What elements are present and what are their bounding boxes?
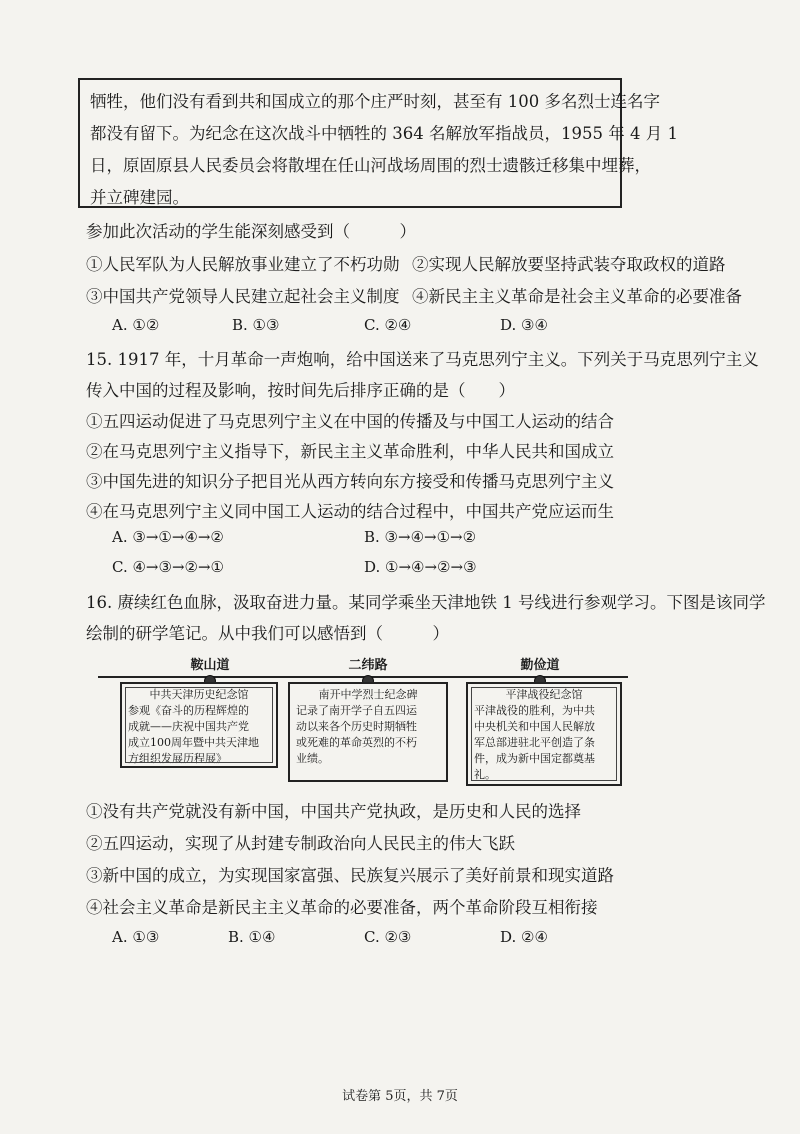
q16-option-d[interactable]: D. ②④ xyxy=(500,928,548,946)
note-line: 业绩。 xyxy=(296,752,329,765)
q15-statement-3: ③中国先进的知识分子把目光从西方转向东方接受和传播马克思列宁主义 xyxy=(86,472,614,491)
note-line: 礼。 xyxy=(474,768,496,781)
q16-option-b[interactable]: B. ①④ xyxy=(228,928,276,946)
q16-stem-line-2: 绘制的研学笔记。从中我们可以感悟到（ ） xyxy=(86,624,449,643)
q14-statement-1: ①人民军队为人民解放事业建立了不朽功勋 xyxy=(86,255,400,274)
note-card-nankai-monument xyxy=(288,682,448,782)
station-name: 鞍山道 xyxy=(190,658,230,673)
q16-statement-4: ④社会主义革命是新民主主义革命的必要准备，两个革命阶段互相衔接 xyxy=(86,898,598,917)
q16-option-c[interactable]: C. ②③ xyxy=(364,928,412,946)
passage-line: 牺牲，他们没有看到共和国成立的那个庄严时刻，甚至有 100 多名烈士连名字 xyxy=(90,92,660,111)
note-card-pingjin-museum xyxy=(466,682,622,786)
q15-stem-line-2: 传入中国的过程及影响，按时间先后排序正确的是（ ） xyxy=(86,381,515,400)
passage-line: 都没有留下。为纪念在这次战斗中牺牲的 364 名解放军指战员，1955 年 4 月 1 xyxy=(90,124,678,143)
note-line: 成立100周年暨中共天津地 xyxy=(128,736,259,749)
q14-stem: 参加此次活动的学生能深刻感受到（ ） xyxy=(86,222,416,241)
q15-stem-line-1: 15. 1917 年，十月革命一声炮响，给中国送来了马克思列宁主义。下列关于马克思列宁主义 xyxy=(86,350,759,369)
note-line: 平津战役的胜利，为中共 xyxy=(474,704,595,717)
q16-option-a[interactable]: A. ①③ xyxy=(112,928,160,946)
note-line: 军总部进驻北平创造了条 xyxy=(474,736,595,749)
note-card-memorial-hall xyxy=(120,682,278,768)
note-title: 中共天津历史纪念馆 xyxy=(149,688,249,701)
q16-statement-3: ③新中国的成立，为实现国家富强、民族复兴展示了美好前景和现实道路 xyxy=(86,866,614,885)
note-line: 参观《奋斗的历程辉煌的 xyxy=(128,704,249,717)
note-title: 南开中学烈士纪念碑 xyxy=(318,688,418,701)
material-passage-box xyxy=(78,78,678,208)
passage-line: 日，原固原县人民委员会将散埋在任山河战场周围的烈士遗骸迁移集中埋葬， xyxy=(90,156,651,175)
q15-option-d[interactable]: D. ①→④→②→③ xyxy=(364,558,477,576)
q14-statement-3: ③中国共产党领导人民建立起社会主义制度 xyxy=(86,287,400,306)
note-line: 记录了南开学子自五四运 xyxy=(296,704,417,717)
q14-option-b[interactable]: B. ①③ xyxy=(232,316,280,334)
q14-option-a[interactable]: A. ①② xyxy=(112,316,160,334)
note-line: 方组织发展历程展》 xyxy=(128,752,227,765)
note-line: 成就——庆祝中国共产党 xyxy=(128,720,249,733)
note-title: 平津战役纪念馆 xyxy=(505,688,583,701)
note-line: 件，成为新中国定都奠基 xyxy=(474,752,595,765)
q15-statement-1: ①五四运动促进了马克思列宁主义在中国的传播及与中国工人运动的结合 xyxy=(86,412,614,431)
q15-statement-4: ④在马克思列宁主义同中国工人运动的结合过程中，中国共产党应运而生 xyxy=(86,502,614,521)
q14-option-d[interactable]: D. ③④ xyxy=(500,316,548,334)
station-name: 勤俭道 xyxy=(520,658,560,673)
q14-option-c[interactable]: C. ②④ xyxy=(364,316,412,334)
note-line: 动以来各个历史时期牺牲 xyxy=(296,720,417,733)
q16-statement-1: ①没有共产党就没有新中国，中国共产党执政，是历史和人民的选择 xyxy=(86,802,581,821)
passage-line: 并立碑建园。 xyxy=(90,188,189,207)
q15-option-b[interactable]: B. ③→④→①→② xyxy=(364,528,477,546)
note-line: 或死难的革命英烈的不朽 xyxy=(296,736,417,749)
q14-statement-2: ②实现人民解放要坚持武装夺取政权的道路 xyxy=(412,255,726,274)
q15-option-c[interactable]: C. ④→③→②→① xyxy=(112,558,224,576)
q14-statement-4: ④新民主主义革命是社会主义革命的必要准备 xyxy=(412,287,742,306)
q16-stem-line-1: 16. 赓续红色血脉，汲取奋进力量。某同学乘坐天津地铁 1 号线进行参观学习。下图是该同学 xyxy=(86,593,766,612)
note-line: 中央机关和中国人民解放 xyxy=(474,720,595,733)
station-name: 二纬路 xyxy=(348,658,388,673)
page-footer: 试卷第 5页，共 7页 xyxy=(342,1089,458,1104)
q15-statement-2: ②在马克思列宁主义指导下，新民主主义革命胜利，中华人民共和国成立 xyxy=(86,442,614,461)
q16-statement-2: ②五四运动，实现了从封建专制政治向人民民主的伟大飞跃 xyxy=(86,834,515,853)
q15-option-a[interactable]: A. ③→①→④→② xyxy=(112,528,224,546)
